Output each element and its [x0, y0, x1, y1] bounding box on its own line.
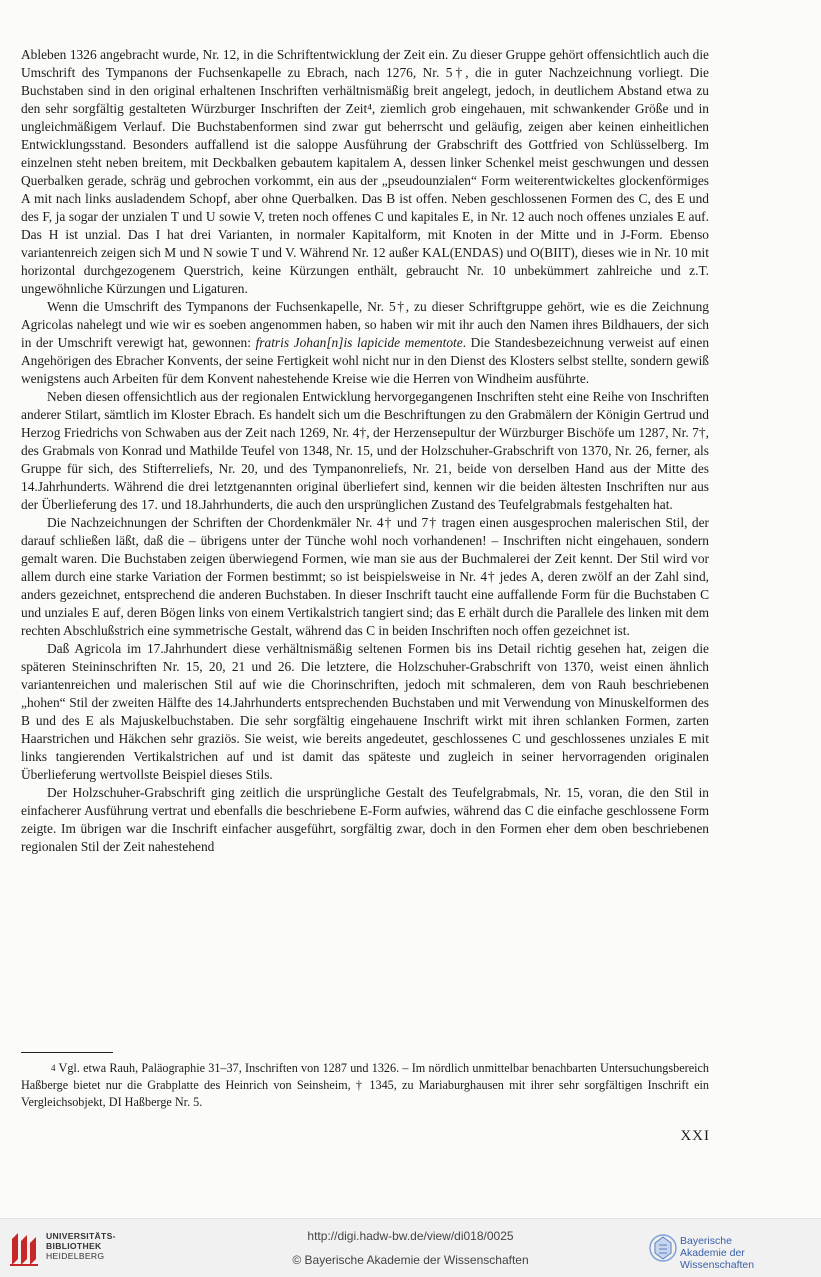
paragraph-6: Der Holzschuher-Grabschrift ging zeitlich die ursprüngliche Gestalt des Teufelgrabmals, Nr. 15, voran, die den Stil in einfacherer Ausführung vertrat und ebenfalls die beschriebene E-Form aufwies, während das C die einfache geschlossene Form zeigte. Im übrigen war die Inschrift einfacher ausgeführt, sorgfältig zwar, doch in den Formen eher dem oben beschriebenen regionalen Stil der Zeit nahestehend	[21, 785, 709, 854]
permalink[interactable]: http://digi.hadw-bw.de/view/di018/0025	[307, 1229, 514, 1243]
baw-line-1: Bayerische	[680, 1235, 732, 1247]
ub-line-3: HEIDELBERG	[46, 1251, 105, 1261]
footnote-divider	[21, 1052, 113, 1053]
footnote	[21, 1060, 709, 1111]
page-number: XXI	[680, 1128, 710, 1144]
baw-line-2: Akademie der Wissenschaften	[680, 1247, 755, 1271]
copyright-notice: © Bayerische Akademie der Wissenschaften	[292, 1253, 529, 1267]
paragraph-5: Daß Agricola im 17.Jahrhundert diese verhältnismäßig seltenen Formen bis ins Detail richtig gesehen hat, zeigen die späteren Steininschriften Nr. 15, 20, 21 und 26. Die letztere, die Holzschuher-Grabschrift von 1370, weist einen ähnlich variantenreichen und malerischen Stil auf wie die Chorinschriften, jedoch mit schmaleren, dem von Rauh beschriebenen „hohen“ Stil der zweiten Hälfte des 14.Jahrhunderts entsprechenden Buchstaben und mit Verwendung von Minuskelformen des B und des E als Majuskelbuchstaben. Die sehr sorgfältig eingehauene Inschrift wirkt mit ihren schlanken Formen, zarten Haarstrichen und Häkchen sehr graziös. Sie weist, wie bereits angedeutet, geschlossenes C und geschlossenes unziales E mit links tangierenden Vertikalstrichen auf und ist damit das späteste und zugleich in seiner hervorragenden originalen Überlieferung wertvollste Beispiel dieses Stils.	[21, 641, 709, 782]
ub-line-2: BIBLIOTHEK	[46, 1241, 102, 1251]
footnote-number: 4	[51, 1063, 56, 1073]
paragraph-3: Neben diesen offensichtlich aus der regionalen Entwicklung hervorgegangenen Inschriften steht eine Reihe von Inschriften anderer Stilart, sämtlich im Kloster Ebrach. Es handelt sich um die Beschriftungen zu den Grabmälern der Königin Gertrud und Herzog Friedrichs von Schwaben aus der Zeit nach 1269, Nr. 4†, der Herzensepultur der Würzburger Bischöfe um 1287, Nr. 7†, des Grabmals von Konrad und Mathilde Teufel von 1348, Nr. 15, und der Holzschuher-Grabschrift von 1370, Nr. 26, ferner, als Gruppe für sich, des Stifterreliefs, Nr. 20, und des Tympanonreliefs, Nr. 21, beide von derselben Hand aus der Mitte des 14.Jahrhunderts. Während die drei letztgenannten original überliefert sind, kennen wir die beiden ältesten Inschriften nur aus der Überlieferung des 17. und 18.Jahrhunderts, die auch den ursprünglichen Zustand des Teufelgrabmals festgehalten hat.	[21, 389, 709, 512]
footnote-text: Vgl. etwa Rauh, Paläographie 31–37, Inschriften von 1287 und 1326. – Im nördlich unmittelbar benachbarten Untersuchungsbereich Haßberge bietet nur die Grabplatte des Heinrich von Seinsheim, † 1345, zu Mariaburghausen mit ihrer sehr sorgfältigen Inschrift ein Vergleichsobjekt, DI Haßberge Nr. 5.	[21, 1061, 709, 1109]
main-text	[21, 46, 709, 856]
paragraph-2-after: . Die Standesbezeichnung verweist auf einen Angehörigen des Ebracher Konvents, der seine Fertigkeit wohl nicht nur in den Dienst des Klosters selbst stellte, sondern gewiß wenigstens auch Arbeiten für dem Konvent nahestehende Kreise wie die Herren von Windheim ausführte.	[21, 335, 710, 386]
paragraph-1: Ableben 1326 angebracht wurde, Nr. 12, in die Schriftentwicklung der Zeit ein. Zu dieser Gruppe gehört offensichtlich auch die Umschrift des Tympanons der Fuchsenkapelle zu Ebrach, nach 1276, Nr. 5†, die in guter Nachzeichnung vorliegt. Die Buchstaben sind in den original erhaltenen Inschriften verhältnismäßig breit angelegt, jedoch, in deutlichem Abstand etwa zu den sehr sorgfältig gestalteten Würzburger Inschriften der Zeit⁴, ziemlich grob eingehauen, mit schwankender Größe und in ungleichmäßigem Verlauf. Die Buchstabenformen sind zwar gut beherrscht und geläufig, zeigen aber keinen einheitlichen Entwicklungsstand. Besonders auffallend ist die saloppe Ausführung der Grabschrift des Gottfried von Schlüsselberg. Im einzelnen steht neben breitem, mit Deckbalken gebautem kapitalem A, dessen linker Schenkel meist geschwungen und dessen Querbalken gerade, schräg und gebrochen vorkommt, ein aus der „pseudounzialen“ Form weiterentwickeltes glockenförmiges A mit nach links ausladendem Schopf, aber ohne Querbalken. Das B ist offen. Neben geschlossenen Formen des C, des E und des F, ja sogar der unzialen T und U sowie V, treten noch offenes C und kapitales E, in Nr. 12 auch noch offenes unziales E auf. Das H ist unzial. Das I hat drei Varianten, in normaler Kapitalform, mit Knoten in der Mitte und in J-Form. Ebenso variantenreich zeigen sich M und N sowie T und V. Während Nr. 12 außer KAL(ENDAS) und O(BIIT), dieses wie in Nr. 10 mit horizontal durchgezogenem Querstrich, keine Kürzungen enthält, gebraucht Nr. 10 unbekümmert zahlreiche und z.T. ungewöhnliche Kürzungen und Ligaturen.	[21, 47, 709, 296]
ub-line-1: UNIVERSITÄTS-	[46, 1231, 116, 1241]
paragraph-2	[21, 298, 709, 388]
academy-crest-icon[interactable]	[648, 1229, 678, 1267]
academy-name[interactable]	[680, 1235, 821, 1271]
paragraph-2-before: Wenn die Umschrift des Tympanons der Fuchsenkapelle, Nr. 5†, zu dieser Schriftgruppe gehört, wie es die Zeichnung Agricolas nahelegt und wie wir es soeben angenommen haben, so haben wir mit ihr auch den Namen ihres Bildhauers, der sich in der Umschrift verewigt hat, gewonnen:	[21, 299, 709, 350]
footer-bar	[0, 1218, 821, 1277]
paragraph-2-italic: fratris Johan[n]is lapicide mementote	[255, 335, 463, 350]
paragraph-4: Die Nachzeichnungen der Schriften der Chordenkmäler Nr. 4† und 7† tragen einen ausgesprochen malerischen Stil, der darauf schließen läßt, daß die – übrigens unter der Tünche wohl noch vorhandenen! – Inschriften nicht eingehauen, sondern gemalt waren. Die Buchstaben zeigen überwiegend Formen, wie man sie aus der Buchmalerei der Zeit kennt. Der Stil wird vor allem durch eine starke Variation der Formen bestimmt; so ist beispielsweise in Nr. 4† jedes A, deren zwölf an der Zahl sind, anders gezeichnet, entsprechend die anderen Buchstaben. In dieser Inschrift taucht eine auffallende Form für die Buchstaben C und unziales E auf, deren Bögen links von einem Vertikalstrich tangiert sind; das E erhält durch die Parallele des linken mit dem rechten Abschlußstrich eine symmetrische Gestalt, während das C in beiden Inschriften noch offen gezeichnet ist.	[21, 515, 709, 638]
